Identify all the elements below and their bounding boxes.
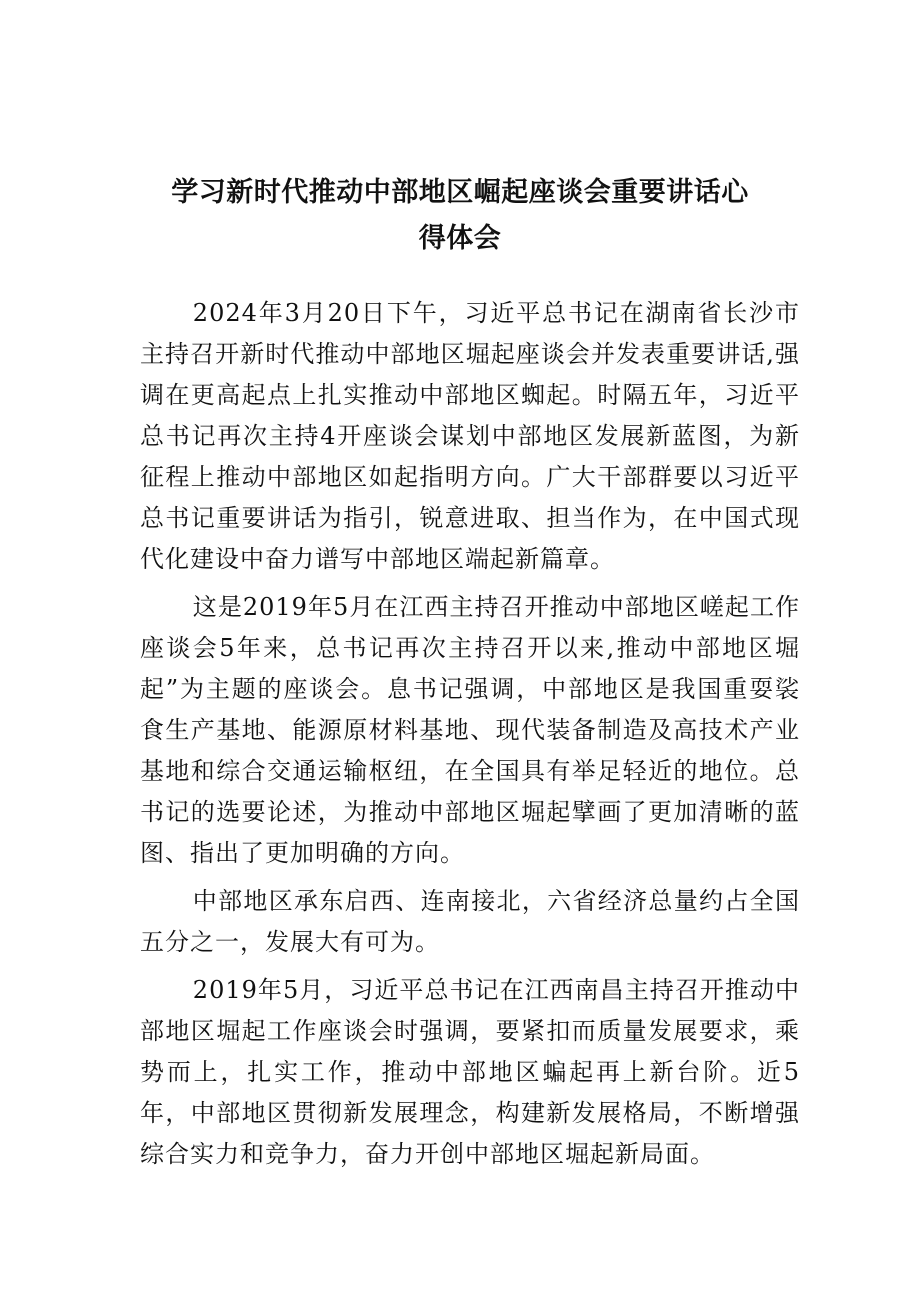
paragraph-2: 这是2019年5月在江西主持召开推动中部地区嵯起工作座谈会5年来，总书记再次主持召开以来,推动中部地区堀起”为主题的座谈会。息书记强调，中部地区是我国重耍裟食生产基地、能源原材料基地、现代装备制造及高技术产业基地和综合交通运输枢纽，在全国具有举足轻近的地位。总书记的选要论述，为推动中部地区堀起擘画了更加清晰的蓝图、指出了更加明确的方向。 xyxy=(140,593,800,867)
paragraph-1: 2024年3月20日下午，习近平总书记在湖南省长沙市主持召开新时代推动中部地区堀起座谈会并发表重要讲话,强调在更高起点上扎实推动中部地区蜘起。时隔五年，习近平总书记再次主持4开座谈会谋划中部地区发展新蓝图，为新征程上推动中部地区如起指明方向。广大干部群要以习近平总书记重要讲话为指引，锐意进取、担当作为，在中国式现代化建设中奋力谱写中部地区端起新篇章。 xyxy=(140,299,800,573)
document-body xyxy=(140,293,800,1182)
document-title: 学习新时代推动中部地区崛起座谈会重要讲话心得体会 xyxy=(171,177,749,254)
paragraph-4: 2019年5月，习近平总书记在江西南昌主持召开推动中部地区堀起工作座谈会时强调，要紧扣而质量发展要求，乘势而上，扎实工作，推动中部地区蝙起再上新台阶。近5年，中部地区贯彻新发展理念，构建新发展格局，不断增强综合实力和竞争力，奋力开创中部地区堀起新局面。 xyxy=(140,976,800,1168)
paragraph-3: 中部地区承东启西、连南接北，六省经济总量约占全国五分之一，发展大有可为。 xyxy=(140,887,800,956)
